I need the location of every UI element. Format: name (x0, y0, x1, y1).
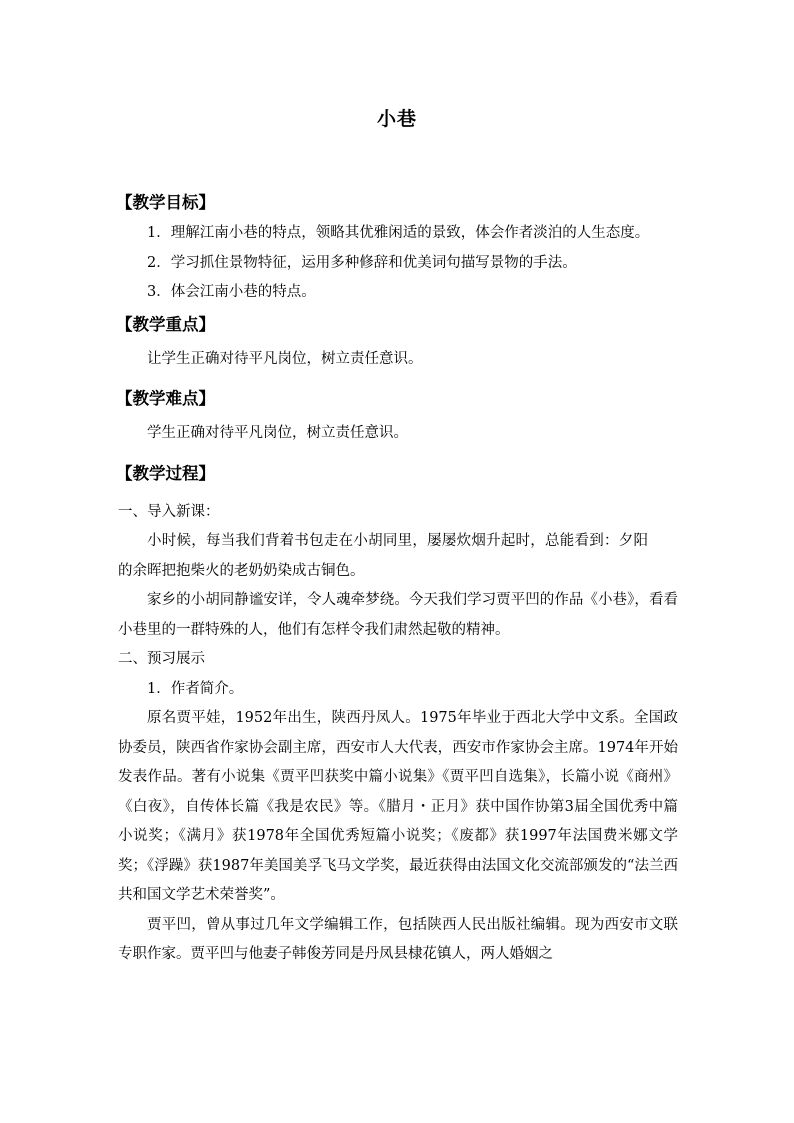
part1-paragraph-2: 家乡的小胡同静谧安详，令人魂牵梦绕。今天我们学习贾平凹的作品《小巷》，看看小巷里的一群特殊的人，他们有怎样令我们肃然起敬的精神。 (118, 592, 678, 638)
heading-teaching-goals: 【教学目标】 (116, 193, 215, 212)
author-intro-paragraph: 原名贾平娃，1952年出生，陕西丹凤人。1975年毕业于西北大学中文系。全国政协委员，陕西省作家协会副主席，西安市人大代表，西安市作家协会主席。1974年开始发表作品。著有小说集《贾平凹获奖中篇小说集》《贾平凹自选集》，长篇小说《商州》《白夜》，自传体长篇《我是农民》等。《腊月・正月》获中国作协第3届全国优秀中篇小说奖；《满月》获1978年全国优秀短篇小说奖；《废都》获1997年法国费米娜文学奖；《浮躁》获1987年美国美孚飞马文学奖，最近获得由法国文化交流部颁发的“法兰西共和国文学艺术荣誉奖”。 (118, 710, 678, 903)
teaching-key-text: 让学生正确对待平凡岗位，树立责任意识。 (147, 350, 423, 367)
goal-item-2: 2．学习抓住景物特征，运用多种修辞和优美词句描写景物的手法。 (147, 254, 577, 271)
goal-item-3: 3．体会江南小巷的特点。 (147, 284, 316, 300)
teaching-difficulty-text: 学生正确对待平凡岗位，树立责任意识。 (147, 425, 408, 441)
part1-paragraph-1: 小时候，每当我们背着书包走在小胡同里，屡屡炊烟升起时，总能看到：夕阳的余晖把抱柴火的老奶奶染成古铜色。 (118, 533, 648, 579)
document-body (118, 186, 678, 970)
goal-item-1: 1．理解江南小巷的特点，领略其优雅闲适的景致，体会作者淡泊的人生态度。 (147, 225, 650, 241)
part2-item-1: 1．作者简介。 (147, 680, 244, 697)
heading-teaching-difficulty: 【教学难点】 (116, 389, 215, 408)
heading-teaching-process: 【教学过程】 (116, 463, 215, 483)
part1-title: 一、导入新课： (118, 503, 220, 520)
author-bio-paragraph: 贾平凹，曾从事过几年文学编辑工作，包括陕西人民出版社编辑。现为西安市文联专职作家。贾平凹与他妻子韩俊芳同是丹凤县棣花镇人，两人婚姻之 (118, 916, 678, 962)
page-title: 小巷 (376, 108, 417, 130)
heading-teaching-key: 【教学重点】 (116, 314, 215, 334)
part2-title: 二、预习展示 (118, 651, 205, 667)
